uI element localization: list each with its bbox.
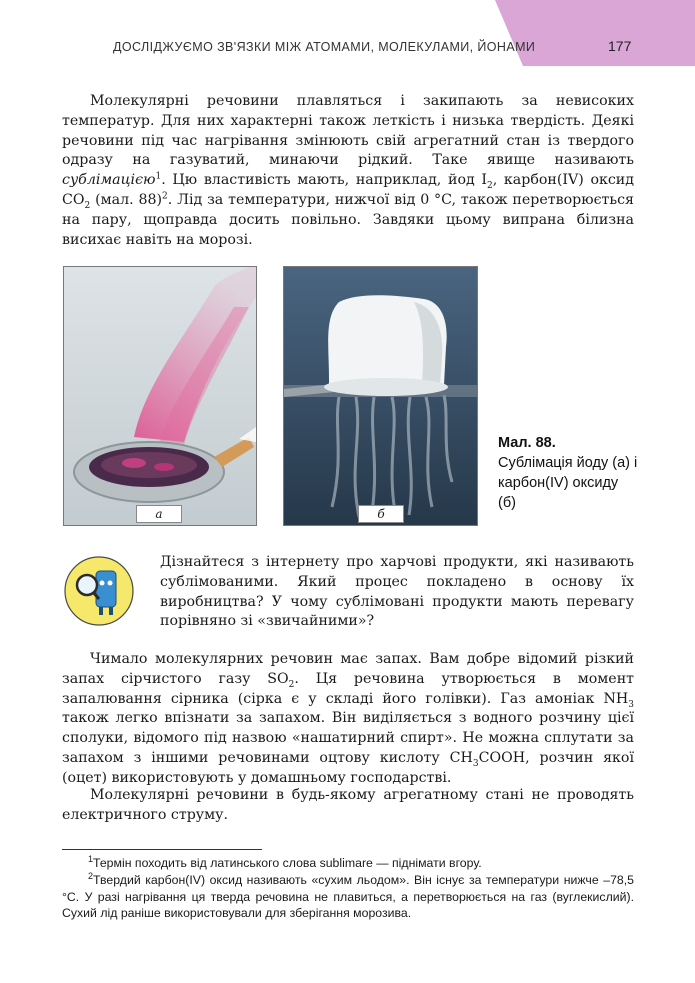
figure-caption — [498, 433, 638, 513]
chapter-header-title: ДОСЛІДЖУЄМО ЗВ'ЯЗКИ МІЖ АТОМАМИ, МОЛЕКУЛАМИ, ЙОНАМИ — [113, 40, 536, 54]
figure-caption-title: Мал. 88. — [498, 435, 556, 451]
footnote-divider — [62, 849, 262, 850]
magnifier-figure-icon — [63, 555, 135, 627]
header-corner-decoration — [495, 0, 695, 66]
term-sublimation: сублімацією — [62, 172, 156, 189]
paragraph-odor: Чимало молекулярних речовин має запах. Вам добре відомий різкий запах сірчистого газу $SO_2$. Ця речовина утворюється в момент запалювання сірника (сірка є у складі його голівки). Газ амоніак $NH_3$ також легко впізнати за запахом. Він виділяється з водного розчину цієї сполуки, відомого під назвою «нашатирний спирт». Не можна сплутати за запахом з іншими речовинами оцтову кислоту $CH_3COOH$, розчин якої (оцет) використовують у домашньому господарстві. — [62, 651, 635, 786]
paragraph-sublimation: Молекулярні речовини плавляться і закипають за невисоких температур. Для них характерні також леткість і низька твердість. Деякі речовини під час нагрівання змінюють свій агрегатний стан із твердого одразу на газуватий, минаючи рідкий. Таке явище називають сублімацією$^1$. Цю властивість мають, наприклад, йод $I_2$, карбон(IV) оксид $CO_2$ (мал. 88)$^2$. Лід за температури, нижчої від 0 °C, також перетворюється на пару, щоправда досить повільно. Завдяки цьому випрана білизна висихає навіть на морозі. — [62, 93, 634, 248]
page-number: 177 — [608, 38, 632, 54]
photo-dry-ice-sublimation — [283, 266, 478, 526]
task-text: Дізнайтеся з інтернету про харчові продукти, які називають сублімованими. Який процес покладено в основу їх виробництва? У чому сублімовані продукти мають перевагу порівняно зі «звичайними»? — [160, 554, 634, 630]
footnote-ref-1[interactable]: 1 — [155, 171, 162, 182]
footnote-ref-2[interactable]: 2 — [162, 191, 168, 202]
photo-iodine-sublimation — [63, 266, 257, 526]
photo-label-a: а — [136, 505, 182, 523]
footnote-2: $^2$Твердий карбон(IV) оксид називають «сухим льодом». Він існує за температури нижче –78,5 °C. У разі нагрівання ця тверда речовина не плавиться, а перетворюється на газ (вуглекислий). Сухий лід раніше використовували для зберігання морозива. — [62, 870, 634, 920]
photo-label-b: б — [358, 505, 404, 523]
footnote-1: $^1$Термін походить від латинського слова sublimare — піднімати вгору. — [88, 853, 482, 870]
figure-caption-text: Сублімація йоду (а) і карбон(IV) оксиду (б) — [498, 455, 638, 511]
paragraph-conductivity: Молекулярні речовини в будь-якому агрегатному стані не проводять електричного струму. — [62, 787, 634, 823]
